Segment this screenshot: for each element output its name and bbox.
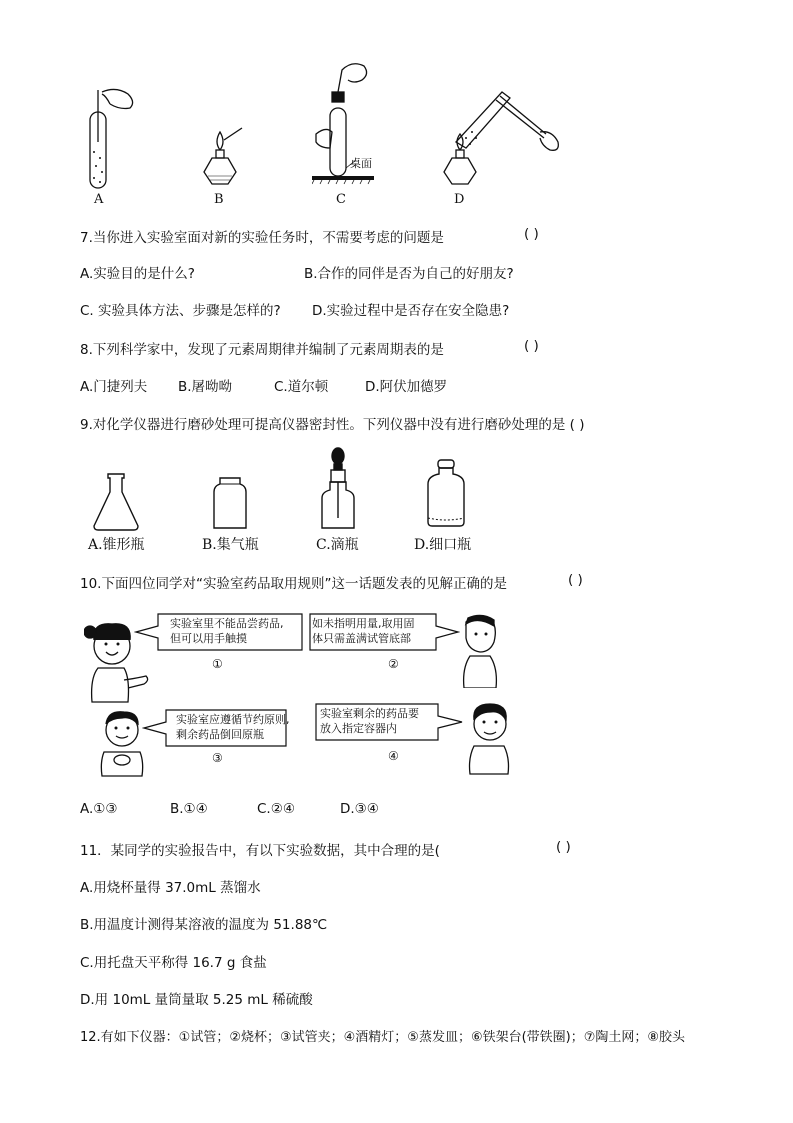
q7-option-d: D.实验过程中是否存在安全隐患?	[312, 303, 510, 319]
q9-stem: 9.对化学仪器进行磨砂处理可提高仪器密封性。下列仪器中没有进行磨砂处理的是 ( )	[80, 417, 585, 433]
q11-option-a: A.用烧杯量得 37.0mL 蒸馏水	[80, 880, 261, 896]
q7-option-a: A.实验目的是什么?	[80, 266, 195, 282]
fig-label-c: C	[336, 192, 346, 207]
q9-caption-a: A.锥形瓶	[88, 537, 145, 553]
q10-option-c: C.②④	[257, 801, 295, 817]
q8-stem: 8.下列科学家中，发现了元素周期律并编制了元素周期表的是	[80, 342, 444, 358]
q12-stem: 12.有如下仪器：①试管；②烧杯；③试管夹；④酒精灯；⑤蒸发皿；⑥铁架台(带铁圈)；⑦陶土网；⑧胶头	[80, 1030, 686, 1045]
bubble-1-line-1: 实验室里不能品尝药品,	[170, 617, 284, 630]
desk-label: 桌面	[350, 157, 372, 170]
bubble-2-line-1: 如未指明用量,取用固	[312, 617, 415, 630]
conical-flask-icon	[90, 470, 142, 532]
gas-bottle-icon	[208, 474, 252, 532]
student-boy-2-icon	[462, 700, 516, 776]
q8-answer-paren: ( )	[524, 338, 539, 354]
q8-option-d: D.阿伏加德罗	[365, 379, 448, 395]
q10-option-d: D.③④	[340, 801, 379, 817]
q8-option-b: B.屠呦呦	[178, 379, 233, 395]
mark-1: ①	[212, 657, 223, 671]
q10-option-b: B.①④	[170, 801, 208, 817]
student-man-icon	[456, 612, 506, 688]
q10-stem: 10.下面四位同学对“实验室药品取用规则”这一话题发表的见解正确的是	[80, 576, 507, 592]
narrow-mouth-bottle-icon	[424, 458, 468, 530]
bubble-3-line-1: 实验室应遵循节约原则,	[176, 713, 290, 726]
q11-option-d: D.用 10mL 量筒量取 5.25 mL 稀硫酸	[80, 992, 313, 1008]
bubble-4-line-2: 放入指定容器内	[320, 722, 397, 735]
bubble-2-line-2: 体只需盖满试管底部	[312, 632, 411, 645]
q8-option-a: A.门捷列夫	[80, 379, 148, 395]
mark-4: ④	[388, 749, 399, 763]
bubble-1-line-2: 但可以用手触摸	[170, 632, 247, 645]
fig-b-alcohol-lamp	[198, 122, 248, 192]
q11-answer-paren: ( )	[556, 839, 571, 855]
q10-option-a: A.①③	[80, 801, 118, 817]
bubble-3-line-2: 剩余药品倒回原瓶	[176, 728, 264, 741]
q11-stem: 11．某同学的实验报告中，有以下实验数据，其中合理的是(	[80, 843, 440, 859]
q7-stem: 7.当你进入实验室面对新的实验任务时，不需要考虑的问题是	[80, 230, 444, 246]
q7-answer-paren: ( )	[524, 226, 539, 242]
mark-2: ②	[388, 657, 399, 671]
q9-caption-b: B.集气瓶	[202, 537, 259, 553]
fig-label-a: A	[94, 192, 104, 207]
q7-option-b: B.合作的同伴是否为自己的好朋友?	[304, 266, 514, 282]
fig-label-b: B	[214, 192, 224, 207]
q10-answer-paren: ( )	[568, 572, 583, 588]
fig-label-d: D	[454, 192, 465, 207]
fig-a-test-tube-dropper	[80, 82, 140, 192]
q7-option-c: C. 实验具体方法、步骤是怎样的?	[80, 303, 281, 319]
q11-option-b: B.用温度计测得某溶液的温度为 51.88℃	[80, 917, 328, 933]
q8-option-c: C.道尔顿	[274, 379, 329, 395]
bubble-4-line-1: 实验室剩余的药品要	[320, 707, 419, 720]
dropper-bottle-icon	[316, 446, 360, 532]
q9-caption-d: D.细口瓶	[414, 537, 472, 553]
mark-3: ③	[212, 751, 223, 765]
q11-option-c: C.用托盘天平称得 16.7 g 食盐	[80, 955, 267, 971]
fig-d-heating-test-tube	[436, 86, 566, 190]
q9-caption-c: C.滴瓶	[316, 537, 359, 553]
